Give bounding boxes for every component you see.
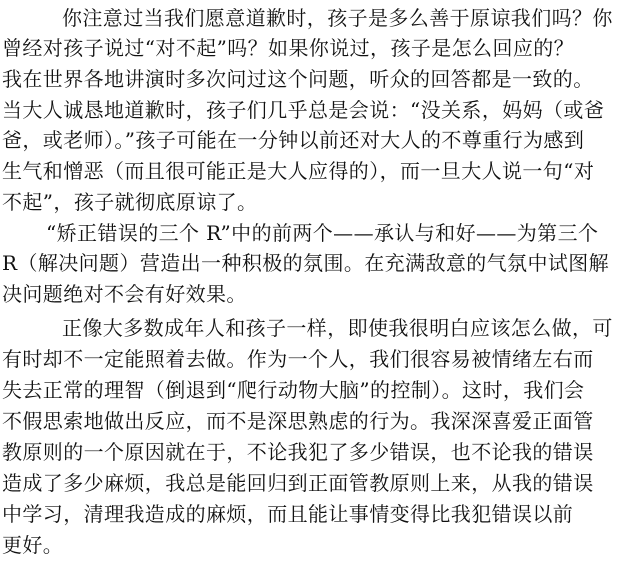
paragraph-line: 不假思索地做出反应，而不是深思熟虑的行为。我深深喜爱正面管: [2, 409, 594, 433]
paragraph-line: 我在世界各地讲演时多次问过这个问题，听众的回答都是一致的。: [2, 67, 594, 91]
paragraph-line: 造成了多少麻烦，我总是能回归到正面管教原则上来，从我的错误: [2, 471, 594, 495]
paragraph-line: “矫正错误的三个 R”中的前两个——承认与和好——为第三个: [46, 221, 599, 245]
paragraph-line: 教原则的一个原因就在于，不论我犯了多少错误，也不论我的错误: [2, 440, 594, 464]
paragraph-line: 正像大多数成年人和孩子一样，即使我很明白应该怎么做，可: [62, 316, 613, 340]
paragraph-line: 有时却不一定能照着去做。作为一个人，我们很容易被情绪左右而: [2, 347, 594, 371]
paragraph-line: 你注意过当我们愿意道歉时，孩子是多么善于原谅我们吗？你: [62, 6, 613, 30]
paragraph-line: 更好。: [2, 533, 64, 557]
paragraph-line: 爸，或老师）。”孩子可能在一分钟以前还对大人的不尊重行为感到: [2, 128, 585, 152]
paragraph-line: 不起”，孩子就彻底原谅了。: [2, 190, 258, 214]
paragraph-line: R（解决问题）营造出一种积极的氛围。在充满敌意的气氛中试图解: [2, 251, 610, 275]
paragraph-line: 失去正常的理智（倒退到“爬行动物大脑”的控制）。这时，我们会: [2, 378, 585, 402]
paragraph-line: 曾经对孩子说过“对不起”吗？如果你说过，孩子是怎么回应的？: [2, 36, 575, 60]
paragraph-line: 中学习，清理我造成的麻烦，而且能让事情变得比我犯错误以前: [2, 502, 574, 526]
paragraph-line: 生气和憎恶（而且很可能正是大人应得的），而一旦大人说一句“对: [2, 159, 595, 183]
paragraph-line: 当大人诚恳地道歉时，孩子们几乎总是会说：“没关系，妈妈（或爸: [2, 98, 605, 122]
paragraph-line: 决问题绝对不会有好效果。: [2, 282, 247, 306]
